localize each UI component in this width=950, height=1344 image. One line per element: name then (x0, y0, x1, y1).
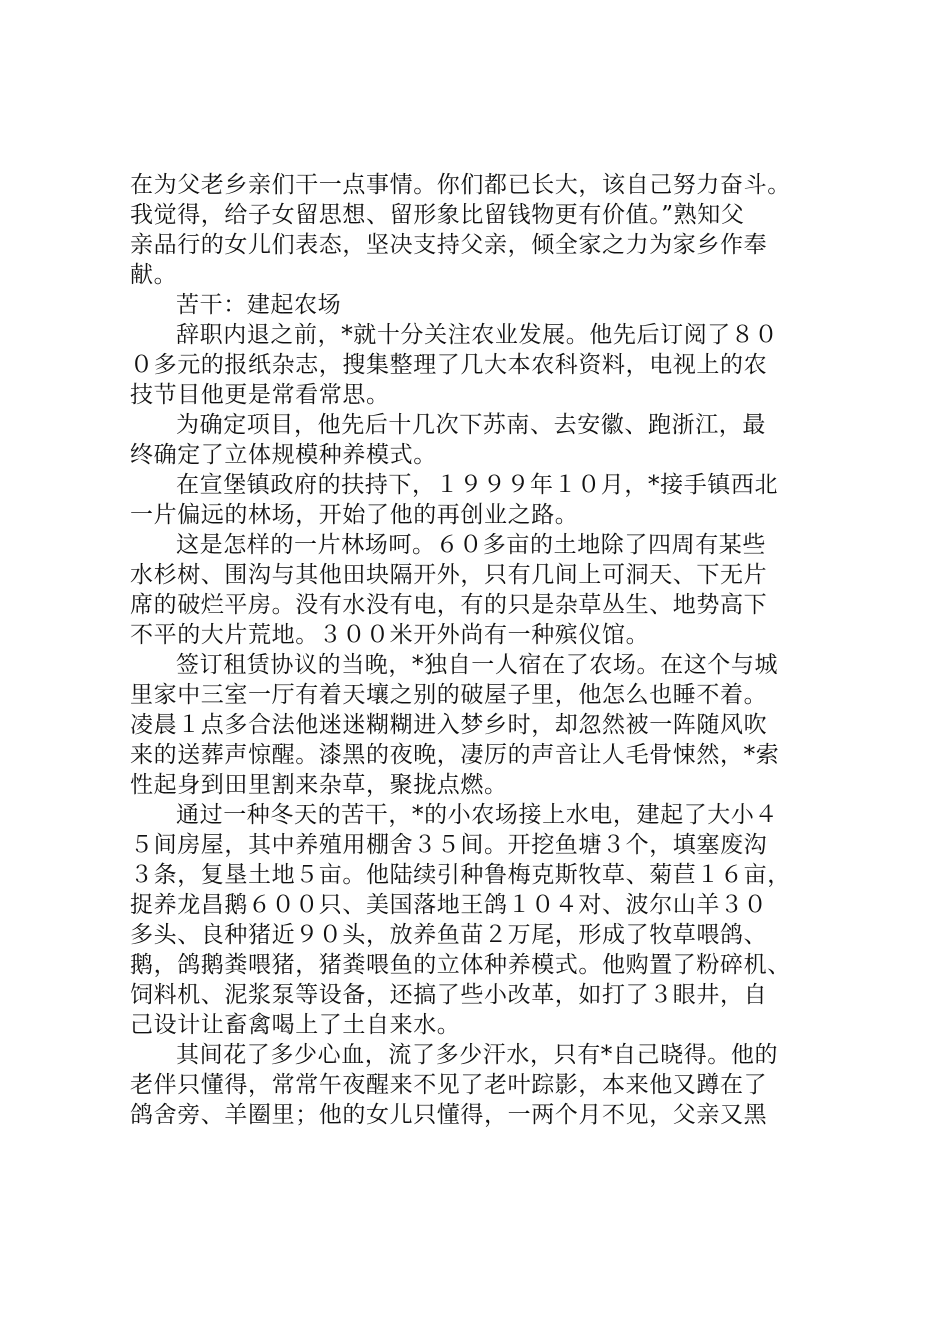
text-line: 通过一种冬天的苦干，*的小农场接上水电，建起了大小４ (176, 802, 779, 828)
section-heading-text: 苦干：建起农场 (176, 292, 342, 318)
text-line: 这是怎样的一片林场呵。６０多亩的土地除了四周有某些 (176, 532, 766, 558)
text-line: 亲品行的女儿们表态，坚决支持父亲，倾全家之力为家乡作奉 (130, 232, 768, 258)
paragraph-3 (130, 320, 828, 410)
paragraph-1 (130, 170, 828, 290)
text-line: ０多元的报纸杂志，搜集整理了几大本农科资料，电视上的农 (130, 352, 768, 378)
paragraph-5 (130, 470, 828, 530)
text-line: 献。 (130, 262, 178, 288)
text-line: ５间房屋，其中养殖用棚舍３５间。开挖鱼塘３个，填塞废沟 (130, 832, 768, 858)
text-line: 饲料机、泥浆泵等设备，还搞了些小改革，如打了３眼井，自 (130, 982, 768, 1008)
text-line: 己设计让畜禽喝上了土自来水。 (130, 1012, 461, 1038)
text-line: 我觉得，给子女留思想、留形象比留钱物更有价值。”熟知父 (130, 202, 745, 228)
text-line: 多头、良种猪近９０头，放养鱼苗２万尾，形成了牧草喂鸽、 (130, 922, 768, 948)
text-line: 技节目他更是常看常思。 (130, 382, 390, 408)
document-page (130, 170, 828, 1130)
text-line: 终确定了立体规模种养模式。 (130, 442, 437, 468)
text-line: ３条，复垦土地５亩。他陆续引种鲁梅克斯牧草、菊苣１６亩， (130, 862, 791, 888)
text-line: 其间花了多少心血，流了多少汗水，只有*自己晓得。他的 (176, 1042, 779, 1068)
text-line: 不平的大片荒地。３００米开外尚有一种殡仪馆。 (130, 622, 650, 648)
text-line: 为确定项目，他先后十几次下苏南、去安徽、跑浙江，最 (176, 412, 766, 438)
text-line: 捉养龙昌鹅６００只、美国落地王鸽１０４对、波尔山羊３０ (130, 892, 768, 918)
text-line: 里家中三室一厅有着天壤之别的破屋子里，他怎么也睡不着。 (130, 682, 768, 708)
paragraph-7 (130, 650, 828, 800)
text-line: 来的送葬声惊醒。漆黑的夜晚，凄厉的声音让人毛骨悚然，*索 (130, 742, 780, 768)
text-line: 在宣堡镇政府的扶持下，１９９９年１０月，*接手镇西北 (176, 472, 779, 498)
paragraph-9 (130, 1040, 828, 1130)
text-line: 一片偏远的林场，开始了他的再创业之路。 (130, 502, 579, 528)
text-line: 辞职内退之前，*就十分关注农业发展。他先后订阅了８０ (176, 322, 779, 348)
section-heading (130, 290, 828, 320)
text-line: 在为父老乡亲们干一点事情。你们都已长大，该自己努力奋斗。 (130, 172, 791, 198)
text-line: 性起身到田里割来杂草，聚拢点燃。 (130, 772, 508, 798)
paragraph-4 (130, 410, 828, 470)
text-line: 鸽舍旁、羊圈里；他的女儿只懂得，一两个月不见，父亲又黑 (130, 1102, 768, 1128)
text-line: 签订租赁协议的当晚，*独自一人宿在了农场。在这个与城 (176, 652, 779, 678)
text-line: 水杉树、围沟与其他田块隔开外，只有几间上可洞天、下无片 (130, 562, 768, 588)
paragraph-6 (130, 530, 828, 650)
paragraph-8 (130, 800, 828, 1040)
text-line: 鹅，鸽鹅粪喂猪，猪粪喂鱼的立体种养模式。他购置了粉碎机、 (130, 952, 791, 978)
text-line: 老伴只懂得，常常午夜醒来不见了老叶踪影，本来他又蹲在了 (130, 1072, 768, 1098)
text-line: 席的破烂平房。没有水没有电，有的只是杂草丛生、地势高下 (130, 592, 768, 618)
text-line: 凌晨１点多合法他迷迷糊糊进入梦乡时，却忽然被一阵随风吹 (130, 712, 768, 738)
